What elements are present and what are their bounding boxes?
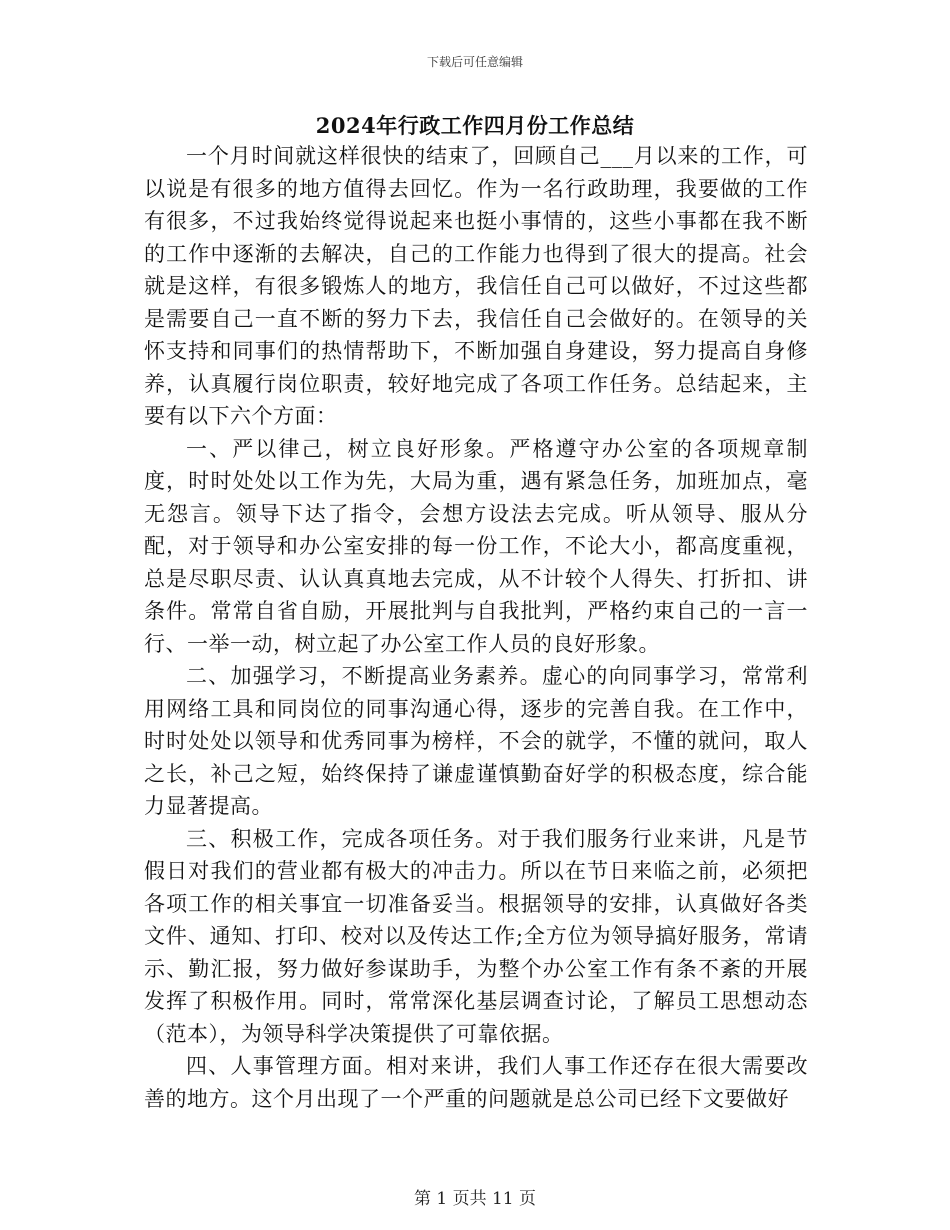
page-number-footer: 第 1 页共 11 页 (413, 1189, 537, 1209)
paragraph-section-1: 一、严以律己，树立良好形象。严格遵守办公室的各项规章制度，时时处处以工作为先，大局为重，遇有紧急任务，加班加点，毫无怨言。领导下达了指令，会想方设法去完成。听从领导、服从分配，对于领导和办公室安排的每一份工作，不论大小，都高度重视，总是尽职尽责、认认真真地去完成，从不计较个人得失、打折扣、讲条件。常常自省自励，开展批判与自我批判，严格约束自己的一言一行、一举一动，树立起了办公室工作人员的良好形象。 (144, 436, 808, 656)
header-note: 下载后可任意编辑 (426, 55, 523, 69)
paragraph-intro: 一个月时间就这样很快的结束了，回顾自己___月以来的工作，可以说是有很多的地方值得去回忆。作为一名行政助理，我要做的工作有很多，不过我始终觉得说起来也挺小事情的，这些小事都在我不断的工作中逐渐的去解决，自己的工作能力也得到了很大的提高。社会就是这样，有很多锻炼人的地方，我信任自己可以做好，不过这些都是需要自己一直不断的努力下去，我信任自己会做好的。在领导的关怀支持和同事们的热情帮助下，不断加强自身建设，努力提高自身修养，认真履行岗位职责，较好地完成了各项工作任务。总结起来，主要有以下六个方面： (144, 144, 808, 428)
document-title: 2024年行政工作四月份工作总结 (315, 113, 635, 138)
paragraph-section-2: 二、加强学习，不断提高业务素养。虚心的向同事学习，常常利用网络工具和同岗位的同事沟通心得，逐步的完善自我。在工作中，时时处处以领导和优秀同事为榜样，不会的就学，不懂的就问，取人之长，补己之短，始终保持了谦虚谨慎勤奋好学的积极态度，综合能力显著提高。 (144, 664, 808, 818)
paragraph-section-3: 三、积极工作，完成各项任务。对于我们服务行业来讲，凡是节假日对我们的营业都有极大的冲击力。所以在节日来临之前，必须把各项工作的相关事宜一切准备妥当。根据领导的安排，认真做好各类文件、通知、打印、校对以及传达工作;全方位为领导搞好服务，常请示、勤汇报，努力做好参谋助手，为整个办公室工作有条不紊的开展发挥了积极作用。同时，常常深化基层调查讨论，了解员工思想动态（范本），为领导科学决策提供了可靠依据。 (144, 826, 808, 1046)
document-body (144, 140, 808, 1115)
paragraph-section-4: 四、人事管理方面。相对来讲，我们人事工作还存在很大需要改善的地方。这个月出现了一个严重的问题就是总公司已经下文要做好 (144, 1054, 808, 1111)
